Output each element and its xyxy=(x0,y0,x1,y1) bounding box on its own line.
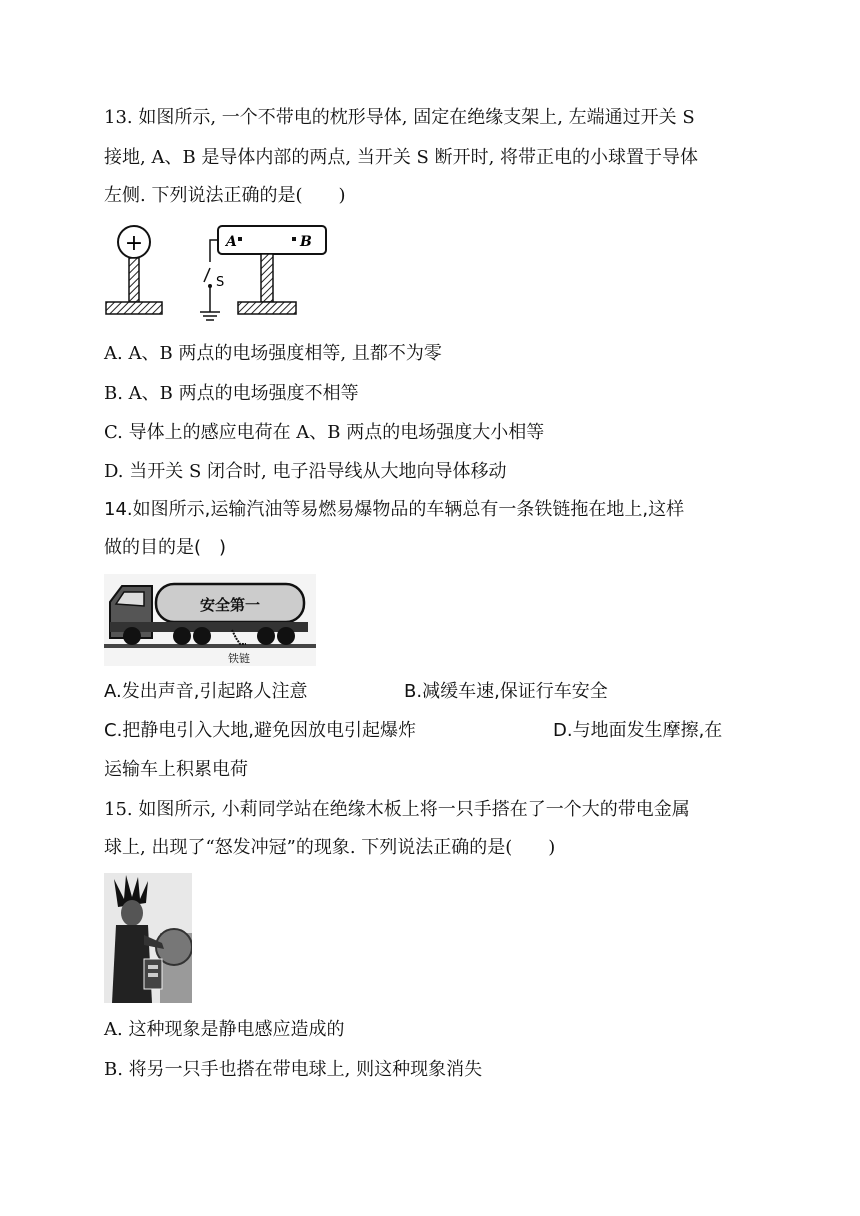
conductor-stand-pole xyxy=(261,254,273,302)
ball-stand-base xyxy=(106,302,162,314)
wheel-4 xyxy=(257,627,275,645)
q13-option-a: A. A、B 两点的电场强度相等, 且都不为零 xyxy=(104,343,442,364)
q14-stem-line-1: 14.如图所示,运输汽油等易燃易爆物品的车辆总有一条铁链拖在地上,这样 xyxy=(104,499,685,520)
q13-conductor-figure xyxy=(104,220,344,330)
q15-option-b: B. 将另一只手也搭在带电球上, 则这种现象消失 xyxy=(104,1059,483,1080)
wheel-1 xyxy=(123,627,141,645)
ball-stand-pole xyxy=(129,258,139,302)
point-b-dot xyxy=(292,237,296,241)
q14-option-d: D.与地面发生摩擦,在 xyxy=(553,720,723,741)
q14-stem-line-2: 做的目的是( ) xyxy=(104,537,227,558)
girl-head xyxy=(121,900,143,926)
q15-stem-line-2: 球上, 出现了“怒发冲冠”的现象. 下列说法正确的是( ) xyxy=(104,837,556,858)
q14-option-d-continued: 运输车上积累电荷 xyxy=(104,759,248,780)
q13-option-c: C. 导体上的感应电荷在 A、B 两点的电场强度大小相等 xyxy=(104,422,545,443)
q13-stem-line-3: 左侧. 下列说法正确的是( ) xyxy=(104,185,346,206)
charged-ball xyxy=(118,226,150,258)
q14-tanker-truck-figure xyxy=(104,574,316,666)
q14-option-c: C.把静电引入大地,避免因放电引起爆炸 xyxy=(104,720,417,741)
chain-label: 铁链 xyxy=(228,652,250,665)
q15-option-a: A. 这种现象是静电感应造成的 xyxy=(104,1019,345,1040)
wheel-3 xyxy=(193,627,211,645)
q15-hair-raising-photo xyxy=(104,873,192,1003)
q13-stem-line-2: 接地, A、B 是导体内部的两点, 当开关 S 断开时, 将带正电的小球置于导体 xyxy=(104,147,699,168)
point-a-label: A xyxy=(226,234,237,250)
q13-stem-line-1: 13. 如图所示, 一个不带电的枕形导体, 固定在绝缘支架上, 左端通过开关 S xyxy=(104,107,695,128)
wheel-2 xyxy=(173,627,191,645)
point-a-dot xyxy=(238,237,242,241)
tank-text: 安全第一 xyxy=(199,596,261,614)
switch-label: S xyxy=(216,275,225,290)
q14-option-b: B.减缓车速,保证行车安全 xyxy=(404,681,608,702)
q13-option-d: D. 当开关 S 闭合时, 电子沿导线从大地向导体移动 xyxy=(104,461,507,482)
q13-option-b: B. A、B 两点的电场强度不相等 xyxy=(104,383,359,404)
q14-option-a: A.发出声音,引起路人注意 xyxy=(104,681,308,702)
q15-stem-line-1: 15. 如图所示, 小莉同学站在绝缘木板上将一只手搭在了一个大的带电金属 xyxy=(104,799,690,820)
ground-icon xyxy=(200,312,220,320)
conductor-stand-base xyxy=(238,302,296,314)
point-b-label: B xyxy=(300,234,312,250)
ball-sign: + xyxy=(124,231,144,256)
wheel-5 xyxy=(277,627,295,645)
